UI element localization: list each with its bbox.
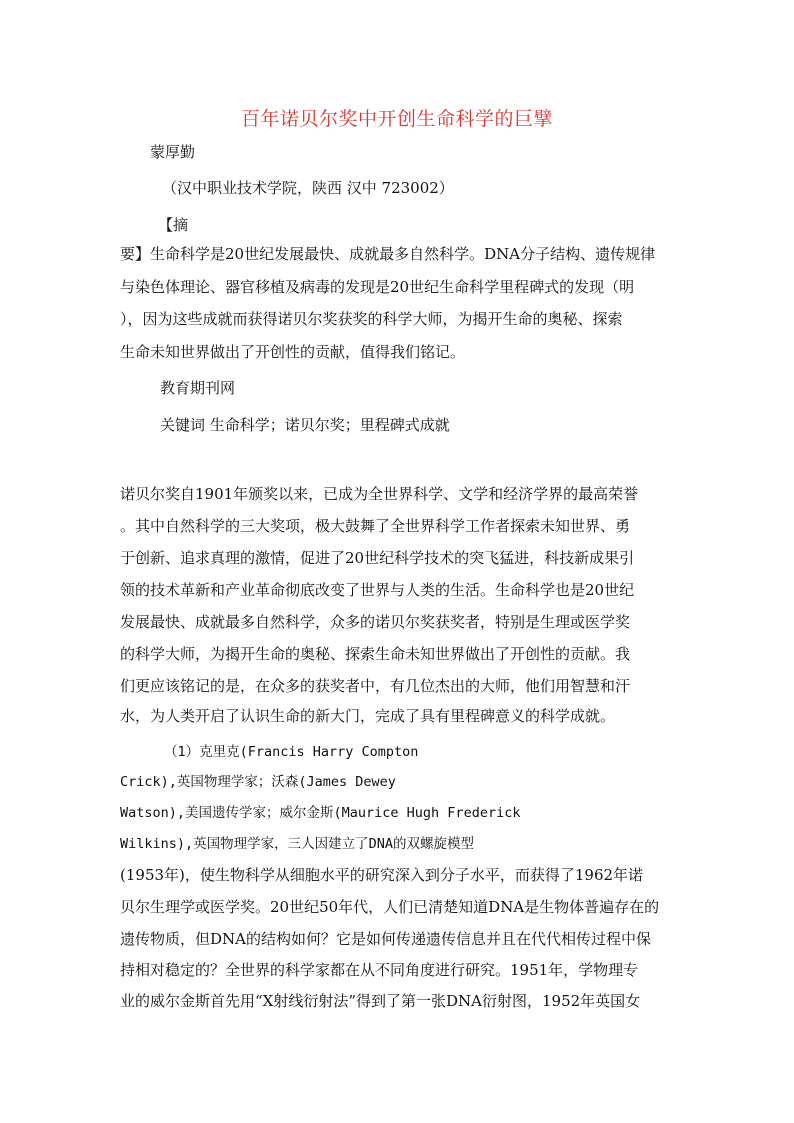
keywords: 关键词 生命科学；诺贝尔奖；里程碑式成就 (160, 416, 450, 434)
body-line: 水，为人类开启了认识生命的新大门，完成了具有里程碑意义的科学成就。 (120, 707, 616, 725)
body-line: Wilkins),英国物理学家，三人因建立了DNA的双螺旋模型 (120, 836, 475, 852)
author-name: 蒙厚勤 (150, 143, 196, 161)
body-line: Crick),英国物理学家；沃森(James Dewey (120, 774, 396, 790)
body-line: 遗传物质，但DNA的结构如何？它是如何传递遗传信息并且在代代相传过程中保 (120, 930, 651, 948)
body-line: 业的威尔金斯首先用“X射线衍射法”得到了第一张DNA衍射图，1952年英国女 (120, 992, 641, 1010)
body-line: 发展最快、成就最多自然科学，众多的诺贝尔奖获奖者，特别是生理或医学奖 (120, 613, 631, 631)
body-line: 的科学大师，为揭开生命的奥秘、探索生命未知世界做出了开创性的贡献。我 (120, 645, 631, 663)
source-label: 教育期刊网 (160, 379, 236, 397)
abstract-line: 与染色体理论、器官移植及病毒的发现是20世纪生命科学里程碑式的发现（明 (120, 278, 635, 296)
abstract-line: 要】生命科学是20世纪发展最快、成就最多自然科学。DNA分子结构、遗传规律 (120, 245, 656, 263)
body-line: 们更应该铭记的是，在众多的获奖者中，有几位杰出的大师，他们用智慧和汗 (120, 677, 631, 695)
abstract-line: 【摘 (158, 216, 189, 234)
body-line: 。其中自然科学的三大奖项，极大鼓舞了全世界科学工作者探索未知世界、勇 (120, 517, 631, 535)
body-line: 诺贝尔奖自1901年颁奖以来，已成为全世界科学、文学和经济学界的最高荣誉 (120, 485, 639, 503)
body-line: （1）克里克(Francis Harry Compton (164, 744, 419, 760)
abstract-line: ），因为这些成就而获得诺贝尔奖获奖的科学大师，为揭开生命的奥秘、探索 (120, 310, 623, 328)
body-line: 领的技术革新和产业革命彻底改变了世界与人类的生活。生命科学也是20世纪 (120, 581, 635, 599)
body-line: Watson),美国遗传学家；威尔金斯(Maurice Hugh Frederick (120, 805, 521, 821)
abstract-line: 生命未知世界做出了开创性的贡献，值得我们铭记。 (120, 343, 466, 361)
author-affiliation: （汉中职业技术学院，陕西 汉中 723002） (162, 179, 454, 197)
article-title: 百年诺贝尔奖中开创生命科学的巨擘 (240, 108, 553, 130)
body-line: (1953年)，使生物科学从细胞水平的研究深入到分子水平，而获得了1962年诺 (120, 866, 644, 884)
body-line: 于创新、追求真理的激情，促进了20世纪科学技术的突飞猛进，科技新成果引 (120, 549, 635, 567)
body-line: 持相对稳定的？全世界的科学家都在从不同角度进行研究。1951年，学物理专 (120, 961, 639, 979)
body-line: 贝尔生理学或医学奖。20世纪50年代，人们已清楚知道DNA是生物体普遍存在的 (120, 898, 660, 916)
